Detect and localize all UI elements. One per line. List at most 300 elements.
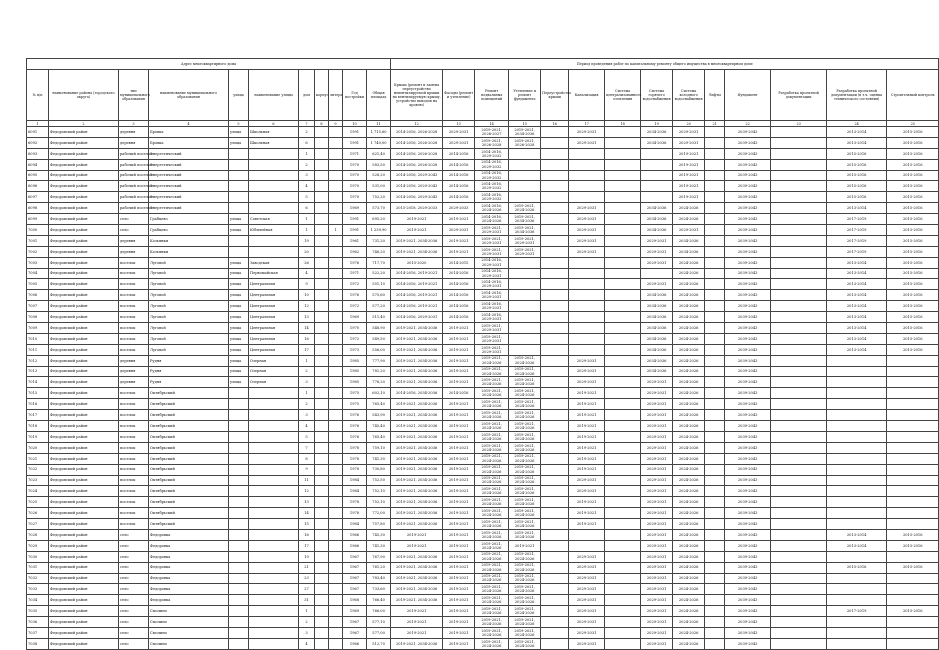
column-number: 7	[299, 121, 315, 127]
table-cell: поселок	[119, 388, 149, 399]
table-row	[27, 312, 939, 323]
table-cell: 2019-2021, 2024-2026	[509, 508, 541, 519]
table-cell	[229, 638, 249, 649]
table-cell: 766,00	[367, 606, 391, 617]
table-cell: Федоровский район	[49, 442, 119, 453]
table-cell: 15	[299, 519, 315, 530]
table-cell: Смолино	[149, 638, 229, 649]
table-cell	[541, 442, 569, 453]
table-cell	[329, 573, 343, 584]
table-cell: 2014-2016, 2026-2028	[391, 159, 443, 170]
table-cell	[229, 573, 249, 584]
column-number: 1	[27, 121, 49, 127]
table-cell	[329, 551, 343, 562]
table-cell: 733,60	[367, 584, 391, 595]
table-cell: Октябрьский	[149, 508, 229, 519]
table-cell: 2019-2021, 2034-2036	[391, 562, 443, 573]
table-cell: 2029-2031	[641, 399, 673, 410]
table-cell	[605, 137, 641, 148]
table-cell: 621,40	[367, 148, 391, 159]
table-cell: 2019-2021	[443, 333, 475, 344]
table-cell	[249, 519, 299, 530]
table-cell: 2	[299, 366, 315, 377]
table-cell	[705, 519, 725, 530]
table-cell: 2019-2021	[569, 519, 605, 530]
table-cell	[315, 627, 329, 638]
table-cell: улица	[229, 377, 249, 388]
table-cell: Рудня	[149, 366, 229, 377]
table-cell	[605, 323, 641, 334]
table-cell: 2014-2016, 2019-2021	[391, 290, 443, 301]
table-cell	[229, 192, 249, 203]
table-cell: 6096	[27, 181, 49, 192]
table-cell	[771, 377, 827, 388]
column-number: 19	[641, 121, 673, 127]
table-cell: 2013-2014	[827, 344, 887, 355]
table-cell: Козьянки	[149, 235, 229, 246]
table-cell: 1968	[343, 595, 367, 606]
table-cell: 2017-2019	[827, 606, 887, 617]
table-cell	[641, 268, 673, 279]
table-cell	[605, 159, 641, 170]
table-cell	[541, 497, 569, 508]
table-cell	[887, 355, 939, 366]
table-cell: 2015-2016	[827, 159, 887, 170]
table-cell	[315, 366, 329, 377]
table-cell: 2024-2026	[673, 290, 705, 301]
table-cell: 2024-2026	[673, 540, 705, 551]
table-cell	[509, 323, 541, 334]
table-cell: 2019-2021	[443, 606, 475, 617]
table-cell: 1975	[343, 388, 367, 399]
table-cell	[541, 159, 569, 170]
table-cell	[249, 508, 299, 519]
table-cell	[705, 551, 725, 562]
table-cell: 2024-2026	[673, 638, 705, 649]
table-cell: 2029-2033	[443, 203, 475, 214]
table-cell: поселок	[119, 333, 149, 344]
table-cell: 2014-2016, 2026-2028	[391, 127, 443, 138]
table-cell	[605, 246, 641, 257]
table-cell: 2019-2021, 2034-2036	[391, 399, 443, 410]
table-cell	[249, 246, 299, 257]
table-cell	[229, 235, 249, 246]
table-cell: 4	[299, 421, 315, 432]
column-number: 2	[49, 121, 119, 127]
table-cell	[541, 268, 569, 279]
table-cell	[771, 192, 827, 203]
table-cell	[541, 323, 569, 334]
table-cell: Федоровский район	[49, 323, 119, 334]
table-cell: Октябрьский	[149, 486, 229, 497]
table-cell	[541, 312, 569, 323]
table-cell	[315, 573, 329, 584]
table-cell	[605, 214, 641, 225]
table-cell: 2019-2021, 2024-2026	[475, 584, 509, 595]
table-cell: 2013-2014	[827, 268, 887, 279]
column-number: 13	[443, 121, 475, 127]
table-cell: 765,40	[367, 399, 391, 410]
table-cell: 7022	[27, 464, 49, 475]
table-cell: 2015-2016	[887, 344, 939, 355]
table-cell: 2039-2043	[725, 453, 771, 464]
table-cell: Бровка	[149, 137, 229, 148]
table-cell: 2019-2021	[443, 421, 475, 432]
table-cell	[229, 442, 249, 453]
table-cell	[509, 290, 541, 301]
table-cell	[541, 246, 569, 257]
table-cell: 6095	[27, 170, 49, 181]
table-cell: 13	[299, 497, 315, 508]
table-cell: рабочий поселок	[119, 170, 149, 181]
table-cell	[771, 312, 827, 323]
table-cell	[315, 257, 329, 268]
table-cell	[771, 355, 827, 366]
table-cell: Октябрьский	[149, 453, 229, 464]
table-cell: 2024-2026	[673, 627, 705, 638]
table-cell	[541, 388, 569, 399]
table-cell: Юбилейная	[249, 225, 299, 236]
table-cell: Федоровка	[149, 595, 229, 606]
table-cell	[249, 562, 299, 573]
table-cell: 3	[299, 410, 315, 421]
table-cell: 2029-2031	[641, 529, 673, 540]
periods-group-header: Период проведения работ по капитальному ремонту общего имущества в многоквартирном доме	[391, 59, 939, 70]
table-cell: 2029-2031	[569, 127, 605, 138]
table-cell: улица	[229, 268, 249, 279]
table-cell: 2034-2036	[641, 290, 673, 301]
table-cell: 2039-2043	[725, 214, 771, 225]
table-cell: Федоровка	[149, 562, 229, 573]
table-cell	[771, 268, 827, 279]
column-header: Система горячего водоснабжения	[641, 70, 673, 121]
table-cell: Луговой	[149, 344, 229, 355]
table-cell	[329, 268, 343, 279]
column-number: 14	[475, 121, 509, 127]
table-cell	[705, 333, 725, 344]
table-cell: 2019-2021	[443, 540, 475, 551]
table-cell	[541, 333, 569, 344]
table-cell: 2019-2021, 2024-2026	[509, 388, 541, 399]
table-cell: 2034-2036	[641, 203, 673, 214]
table-cell	[771, 290, 827, 301]
table-cell: 7019	[27, 431, 49, 442]
table-cell	[771, 617, 827, 628]
table-cell	[315, 388, 329, 399]
table-cell	[541, 137, 569, 148]
table-cell: 2029-2031	[641, 475, 673, 486]
table-cell: 2019-2021	[509, 540, 541, 551]
table-cell: 2019-2021, 2034-2036	[391, 453, 443, 464]
table-cell: 2014-2016, 2024-2026	[475, 214, 509, 225]
table-cell	[249, 410, 299, 421]
table-cell	[315, 333, 329, 344]
table-cell: 2029-2031	[569, 562, 605, 573]
table-cell	[229, 486, 249, 497]
table-cell: 1 740,00	[367, 137, 391, 148]
table-cell	[771, 137, 827, 148]
table-cell: 7025	[27, 497, 49, 508]
table-cell: Октябрьский	[149, 399, 229, 410]
table-cell: 2014-2016, 2029-2043	[391, 192, 443, 203]
table-cell: 2039-2043	[725, 399, 771, 410]
table-cell: Центральная	[249, 333, 299, 344]
table-cell: Озерная	[249, 377, 299, 388]
table-cell: 757,80	[367, 519, 391, 530]
table-cell: 7036	[27, 617, 49, 628]
table-cell: 1972	[343, 301, 367, 312]
table-cell	[887, 442, 939, 453]
table-cell: Федоровский район	[49, 606, 119, 617]
table-cell	[705, 508, 725, 519]
table-cell	[771, 573, 827, 584]
table-cell	[541, 606, 569, 617]
table-cell	[569, 257, 605, 268]
table-cell: 2039-2043	[725, 148, 771, 159]
table-body	[27, 127, 939, 650]
table-cell	[329, 475, 343, 486]
table-cell: 2019-2021, 2024-2026	[475, 540, 509, 551]
table-row	[27, 617, 939, 628]
table-cell: 2019-2021, 2024-2026	[475, 464, 509, 475]
table-cell	[315, 562, 329, 573]
table-cell: 2014-2016, 2029-2031	[475, 268, 509, 279]
table-cell	[541, 410, 569, 421]
table-cell	[329, 333, 343, 344]
table-cell: 2019-2021	[443, 355, 475, 366]
table-cell	[887, 573, 939, 584]
table-cell	[887, 377, 939, 388]
table-cell	[771, 497, 827, 508]
table-cell: Первомайская	[249, 268, 299, 279]
table-cell: 2029-2031	[641, 464, 673, 475]
table-cell: улица	[229, 290, 249, 301]
table-cell: 2039-2043	[725, 442, 771, 453]
table-cell: 2019-2021, 2034-2036	[391, 333, 443, 344]
table-cell: 2015-2016	[887, 170, 939, 181]
table-cell	[605, 377, 641, 388]
table-cell: 2019-2021	[673, 148, 705, 159]
table-cell: 2019-2021	[391, 529, 443, 540]
table-cell: поселок	[119, 453, 149, 464]
table-cell: Октябрьский	[149, 388, 229, 399]
table-cell: 7001	[27, 235, 49, 246]
table-cell	[315, 606, 329, 617]
column-header: Строительный контроль	[887, 70, 939, 121]
table-row	[27, 268, 939, 279]
table-cell: 1978	[343, 453, 367, 464]
table-cell: 2019-2021, 2024-2026	[475, 617, 509, 628]
table-cell: 2029-2031	[673, 137, 705, 148]
table-cell: Рудня	[149, 355, 229, 366]
table-cell	[771, 638, 827, 649]
table-cell: 12	[299, 301, 315, 312]
table-cell: 1967	[343, 573, 367, 584]
table-cell: село	[119, 627, 149, 638]
table-cell	[249, 617, 299, 628]
table-cell	[827, 584, 887, 595]
table-cell	[329, 214, 343, 225]
table-cell: Бровка	[149, 127, 229, 138]
table-cell: 1973	[343, 344, 367, 355]
table-cell: 1967	[343, 617, 367, 628]
column-number: 20	[673, 121, 705, 127]
table-cell	[887, 366, 939, 377]
table-cell: 2024-2026	[673, 573, 705, 584]
table-cell: поселок	[119, 486, 149, 497]
table-cell: 2019-2021	[443, 214, 475, 225]
table-cell: 2015-2016	[887, 192, 939, 203]
table-cell	[605, 344, 641, 355]
table-cell: 2029-2031	[641, 519, 673, 530]
table-row	[27, 366, 939, 377]
table-cell: 1978	[343, 464, 367, 475]
table-cell	[705, 159, 725, 170]
table-cell: 7018	[27, 421, 49, 432]
table-cell: 531,00	[367, 181, 391, 192]
table-cell: 6	[299, 203, 315, 214]
table-cell	[541, 540, 569, 551]
table-cell: Федоровский район	[49, 214, 119, 225]
column-number: 9	[329, 121, 343, 127]
table-cell: 717,70	[367, 257, 391, 268]
table-cell: 1967	[343, 551, 367, 562]
table-cell	[229, 551, 249, 562]
table-cell: 2029-2031	[641, 595, 673, 606]
table-row	[27, 638, 939, 649]
table-cell	[771, 562, 827, 573]
table-cell: 20	[299, 246, 315, 257]
table-cell: 7003	[27, 257, 49, 268]
table-cell	[315, 235, 329, 246]
table-cell: 543,90	[367, 410, 391, 421]
table-cell	[329, 192, 343, 203]
table-cell: Октябрьский	[149, 421, 229, 432]
table-cell: 2019-2021	[569, 399, 605, 410]
table-cell: село	[119, 573, 149, 584]
table-cell	[605, 388, 641, 399]
table-cell: 2015-2016	[887, 214, 939, 225]
table-cell: 2019-2021	[569, 410, 605, 421]
table-cell	[541, 225, 569, 236]
table-cell: 2019-2021, 2024-2026	[509, 399, 541, 410]
table-cell: 2019-2021, 2024-2026	[509, 355, 541, 366]
column-header: Ремонт подвальных помещений	[475, 70, 509, 121]
table-cell	[315, 192, 329, 203]
table-cell: 2015-2016	[887, 181, 939, 192]
table-cell: поселок	[119, 290, 149, 301]
table-cell: 1961	[343, 235, 367, 246]
table-cell: улица	[229, 279, 249, 290]
table-cell	[541, 638, 569, 649]
table-cell: 2019-2021	[443, 562, 475, 573]
table-cell: село	[119, 562, 149, 573]
table-cell: село	[119, 225, 149, 236]
table-cell	[705, 301, 725, 312]
table-cell: Луговой	[149, 257, 229, 268]
column-header: Фасады (ремонт и утепление)	[443, 70, 475, 121]
table-cell	[329, 486, 343, 497]
table-cell	[315, 475, 329, 486]
table-cell	[771, 475, 827, 486]
table-cell: 2019-2021	[443, 442, 475, 453]
table-cell	[705, 627, 725, 638]
table-cell: 7037	[27, 627, 49, 638]
table-cell: Смолино	[149, 606, 229, 617]
table-cell	[249, 399, 299, 410]
table-cell: 2013-2014	[827, 137, 887, 148]
table-cell: 2	[299, 127, 315, 138]
table-cell: 14	[299, 508, 315, 519]
table-cell: 2029-2031	[641, 627, 673, 638]
table-cell	[771, 442, 827, 453]
table-cell: поселок	[119, 410, 149, 421]
table-cell	[249, 170, 299, 181]
table-cell	[229, 497, 249, 508]
table-cell: 2024-2026	[673, 268, 705, 279]
table-cell: 1975	[343, 399, 367, 410]
table-cell	[329, 312, 343, 323]
table-cell	[329, 159, 343, 170]
table-cell: Федоровский район	[49, 159, 119, 170]
table-cell: 1991	[343, 137, 367, 148]
table-cell: 17	[299, 540, 315, 551]
table-cell	[705, 192, 725, 203]
table-cell: Советская	[249, 214, 299, 225]
table-cell: Центральная	[249, 301, 299, 312]
table-cell	[705, 323, 725, 334]
table-cell: 2039-2043	[725, 225, 771, 236]
table-cell: 9	[299, 279, 315, 290]
table-cell: Федоровский район	[49, 464, 119, 475]
table-cell	[827, 497, 887, 508]
table-cell: 7012	[27, 355, 49, 366]
table-cell: 2029-2031	[569, 214, 605, 225]
table-cell	[541, 127, 569, 138]
table-cell: 2039-2043	[725, 540, 771, 551]
table-cell: 2029-2031	[569, 617, 605, 628]
table-cell	[541, 290, 569, 301]
table-cell	[705, 344, 725, 355]
table-cell: Федоровский район	[49, 312, 119, 323]
table-cell: 2029-2031	[641, 584, 673, 595]
table-cell	[509, 257, 541, 268]
table-cell	[569, 344, 605, 355]
table-cell	[541, 617, 569, 628]
table-cell: 2019-2021, 2024-2026	[509, 497, 541, 508]
table-cell: 2019-2021, 2034-2036	[391, 595, 443, 606]
table-cell: деревня	[119, 246, 149, 257]
table-cell	[315, 181, 329, 192]
table-cell	[771, 529, 827, 540]
table-cell: 2039-2043	[725, 497, 771, 508]
column-header: наименование района (городского округа)	[49, 70, 119, 121]
table-cell	[541, 170, 569, 181]
table-row	[27, 442, 939, 453]
table-cell: Федоровский район	[49, 246, 119, 257]
table-cell	[315, 214, 329, 225]
table-cell: 2	[299, 159, 315, 170]
table-cell: 2039-2043	[725, 551, 771, 562]
table-cell: 1969	[343, 203, 367, 214]
table-cell: 2019-2021, 2024-2026	[475, 486, 509, 497]
table-cell: 2019-2021	[569, 388, 605, 399]
table-cell: 2014-2016, 2029-2032	[475, 181, 509, 192]
table-cell	[771, 181, 827, 192]
table-cell	[315, 203, 329, 214]
table-cell	[229, 388, 249, 399]
table-cell	[705, 475, 725, 486]
